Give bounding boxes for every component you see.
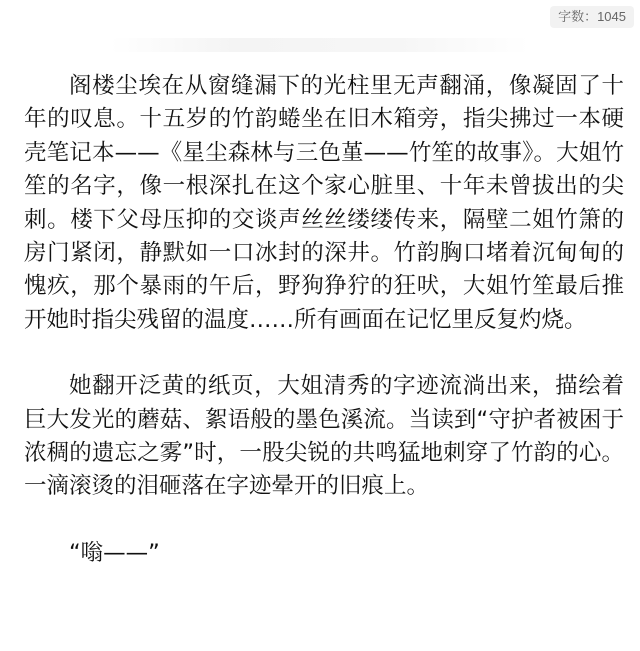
word-count-badge: 字数：1045 (550, 6, 634, 28)
paragraph-3: “嗡——” (69, 539, 160, 566)
paragraph-2: 她翻开泛黄的纸页，大姐清秀的字迹流淌出来，描绘着巨大发光的蘑菇、絮语般的墨色溪流。当读到“守护者被困于浓稠的遗忘之雾”时，一股尖锐的共鸣猛地刺穿了竹韵的心。一滴滚烫的泪砸落在字迹晕开的旧痕上。 (24, 373, 624, 500)
paragraph-1: 阁楼尘埃在从窗缝漏下的光柱里无声翻涌，像凝固了十年的叹息。十五岁的竹韵蜷坐在旧木箱旁，指尖拂过一本硬壳笔记本——《星尘森林与三色堇——竹笙的故事》。大姐竹笙的名字，像一根深扎在这个家心脏里、十年未曾拔出的尖刺。楼下父母压抑的交谈声丝丝缕缕传来，隔壁二姐竹箫的房门紧闭，静默如一口冰封的深井。竹韵胸口堵着沉甸甸的愧疚，那个暴雨的午后，野狗狰狞的狂吠，大姐竹笙最后推开她时指尖残留的温度……所有画面在记忆里反复灼烧。 (24, 73, 624, 333)
story-body (24, 70, 624, 570)
faded-title-line (110, 38, 530, 52)
